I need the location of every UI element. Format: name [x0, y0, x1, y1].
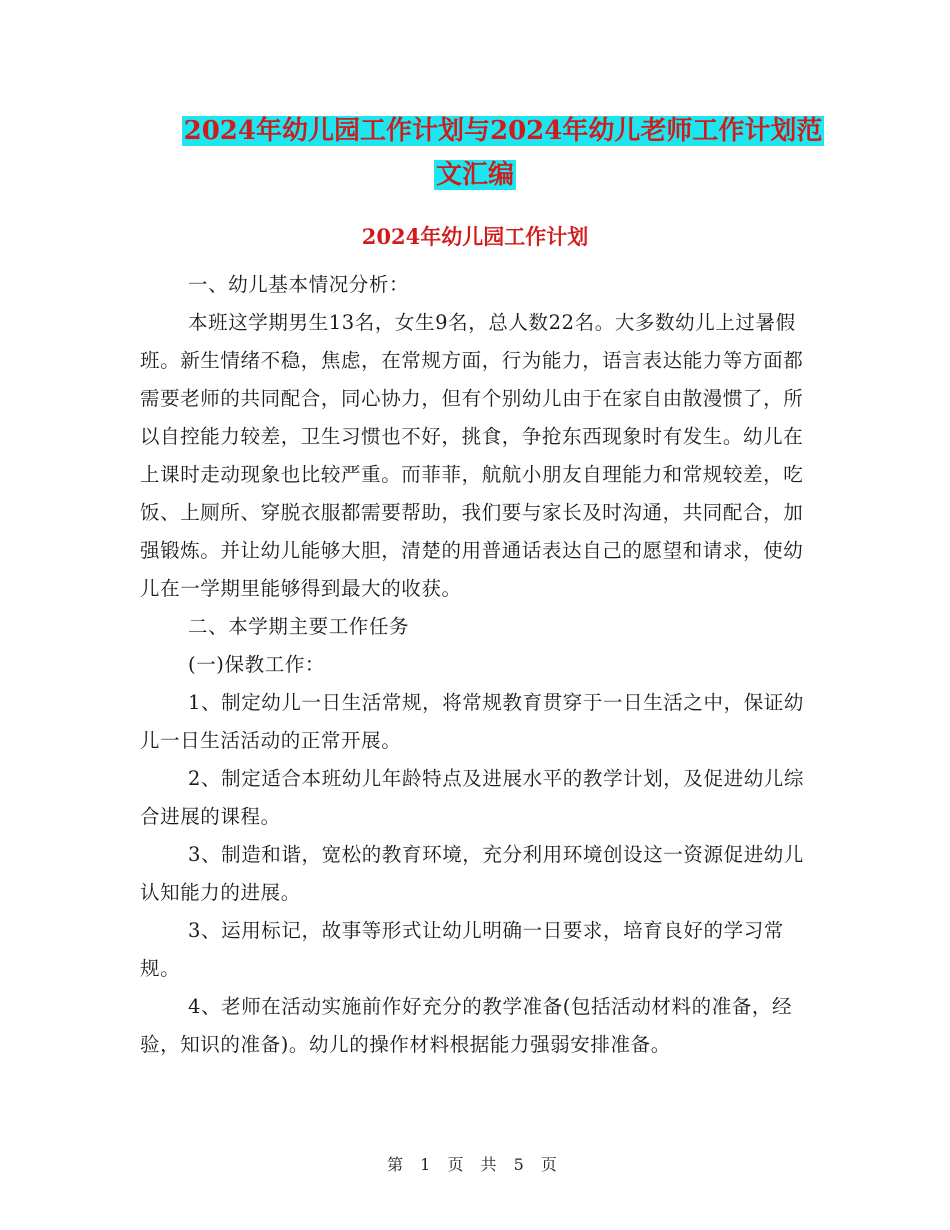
- paragraph: 3、制造和谐，宽松的教育环境，充分利用环境创设这一资源促进幼儿认知能力的进展。: [140, 843, 805, 904]
- paragraph: 4、老师在活动实施前作好充分的教学准备(包括活动材料的准备，经验，知识的准备)。幼儿的操作材料根据能力强弱安排准备。: [140, 995, 793, 1056]
- document-body: [140, 266, 810, 1064]
- document-title-line-2: 文汇编: [435, 160, 514, 190]
- paragraph: (一)保教工作：: [188, 653, 326, 676]
- paragraph: 二、本学期主要工作任务: [188, 615, 410, 638]
- page-footer: 第 1 页 共 5 页: [387, 1155, 563, 1174]
- paragraph: 3、运用标记，故事等形式让幼儿明确一日要求，培育良好的学习常规。: [140, 919, 784, 980]
- document-title-line-1: 2024年幼儿园工作计划与2024年幼儿老师工作计划范: [183, 116, 823, 146]
- paragraph: 2、制定适合本班幼儿年龄特点及进展水平的教学计划，及促进幼儿综合进展的课程。: [140, 767, 805, 828]
- paragraph: 本班这学期男生13名，女生9名，总人数22名。大多数幼儿上过暑假班。新生情绪不稳，焦虑，在常规方面，行为能力，语言表达能力等方面都需要老师的共同配合，同心协力，但有个别幼儿由于在家自由散漫惯了，所以自控能力较差，卫生习惯也不好，挑食，争抢东西现象时有发生。幼儿在上课时走动现象也比较严重。而菲菲，航航小朋友自理能力和常规较差，吃饭、上厕所、穿脱衣服都需要帮助，我们要与家长及时沟通，共同配合，加强锻炼。并让幼儿能够大胆，清楚的用普通话表达自己的愿望和请求，使幼儿在一学期里能够得到最大的收获。: [140, 311, 804, 600]
- paragraph: 一、幼儿基本情况分析：: [188, 273, 410, 296]
- section-title: 2024年幼儿园工作计划: [361, 224, 589, 249]
- paragraph: 1、制定幼儿一日生活常规，将常规教育贯穿于一日生活之中，保证幼儿一日生活活动的正常开展。: [140, 691, 805, 752]
